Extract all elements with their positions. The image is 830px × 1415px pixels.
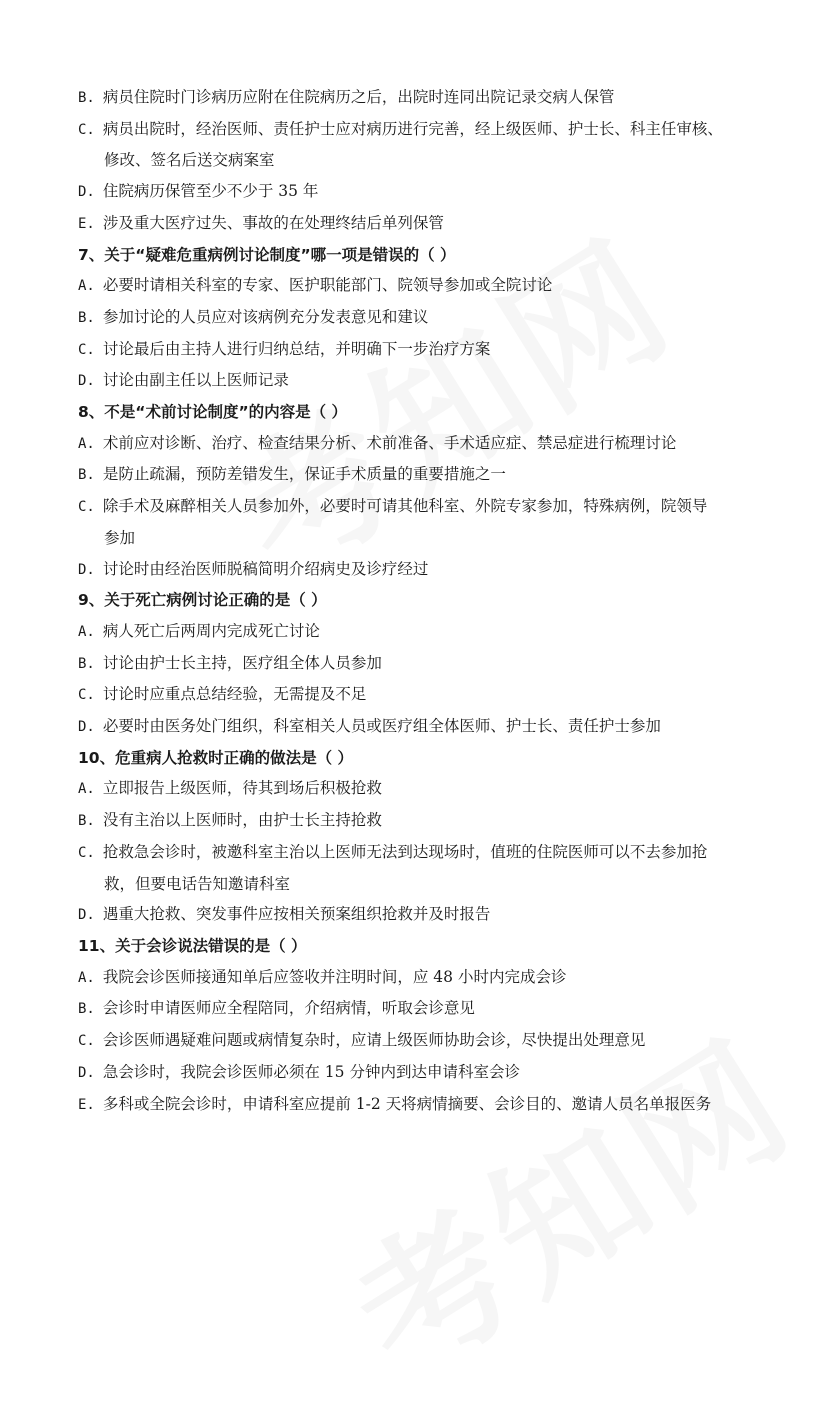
option-text: 会诊医师遇疑难问题或病情复杂时，应请上级医师协助会诊，尽快提出处理意见 <box>102 1031 646 1050</box>
option-continuation: 救，但要电话告知邀请科室 <box>104 874 291 893</box>
option-continuation: 参加 <box>104 528 136 547</box>
option-text: 讨论最后由主持人进行归纳总结，并明确下一步治疗方案 <box>102 339 491 358</box>
option-letter: A. <box>78 623 95 640</box>
option-text: 病员出院时，经治医师、责任护士应对病历进行完善，经上级医师、护士长、科主任审核、 <box>102 119 723 138</box>
question-title: 10、危重病人抢救时正确的做法是（ ） <box>78 748 353 767</box>
option-text: 遇重大抢救、突发事件应按相关预案组织抢救并及时报告 <box>102 905 491 924</box>
option-letter: A. <box>78 278 95 295</box>
answer-option <box>78 176 768 208</box>
option-letter: D. <box>78 184 95 201</box>
option-text: 立即报告上级医师，待其到场后积极抢救 <box>102 779 382 798</box>
answer-option <box>78 899 768 931</box>
answer-option <box>78 491 768 523</box>
question-title: 11、关于会诊说法错误的是（ ） <box>78 936 307 955</box>
answer-option <box>78 208 768 240</box>
answer-option <box>78 679 768 711</box>
answer-option <box>78 962 768 994</box>
option-letter: D. <box>78 1064 95 1081</box>
option-text: 涉及重大医疗过失、事故的在处理终结后单列保管 <box>102 213 444 232</box>
option-letter: D. <box>78 561 95 578</box>
option-letter: D. <box>78 373 95 390</box>
answer-option <box>78 1089 768 1121</box>
answer-option <box>78 837 768 869</box>
option-text: 参加讨论的人员应对该病例充分发表意见和建议 <box>102 307 429 326</box>
option-text: 病人死亡后两周内完成死亡讨论 <box>102 621 320 640</box>
question-title: 7、关于“疑难危重病例讨论制度”哪一项是错误的（ ） <box>78 245 456 264</box>
answer-option <box>78 82 768 114</box>
answer-option <box>78 616 768 648</box>
question-title: 9、关于死亡病例讨论正确的是（ ） <box>78 591 327 610</box>
option-letter: A. <box>78 781 95 798</box>
option-text: 没有主治以上医师时，由护士长主持抢救 <box>102 811 382 830</box>
answer-option <box>78 459 768 491</box>
option-letter: A. <box>78 435 95 452</box>
option-letter: B. <box>78 1001 95 1018</box>
answer-option <box>78 648 768 680</box>
option-text: 讨论时由经治医师脱稿简明介绍病史及诊疗经过 <box>102 559 429 578</box>
answer-option <box>78 428 768 460</box>
answer-option <box>78 773 768 805</box>
answer-option <box>78 334 768 366</box>
option-letter: E. <box>78 215 95 232</box>
option-text: 是防止疏漏，预防差错发生，保证手术质量的重要措施之一 <box>102 465 506 484</box>
option-text: 会诊时申请医师应全程陪同，介绍病情，听取会诊意见 <box>102 999 475 1018</box>
option-text: 病员住院时门诊病历应附在住院病历之后，出院时连同出院记录交病人保管 <box>102 88 615 106</box>
option-continuation: 修改、签名后送交病案室 <box>104 151 275 170</box>
answer-option <box>78 365 768 397</box>
option-text: 讨论由护士长主持，医疗组全体人员参加 <box>102 653 382 672</box>
option-text: 必要时由医务处门组织，科室相关人员或医疗组全体医师、护士长、责任护士参加 <box>102 717 661 736</box>
option-letter: C. <box>78 341 95 358</box>
option-letter: B. <box>78 309 95 326</box>
answer-option <box>78 711 768 743</box>
answer-option <box>78 1057 768 1089</box>
option-letter: E. <box>78 1096 95 1113</box>
answer-option <box>78 114 768 146</box>
option-text: 多科或全院会诊时，申请科室应提前 1-2 天将病情摘要、会诊目的、邀请人员名单报医务 <box>102 1094 712 1113</box>
option-letter: D. <box>78 907 95 924</box>
answer-option <box>78 554 768 586</box>
option-letter: B. <box>78 813 95 830</box>
option-letter: C. <box>78 844 95 861</box>
option-text: 讨论由副主任以上医师记录 <box>102 371 289 390</box>
option-letter: C. <box>78 121 95 138</box>
option-text: 我院会诊医师接通知单后应签收并注明时间，应 48 小时内完成会诊 <box>102 967 567 986</box>
question-list <box>78 82 768 1120</box>
option-letter: C. <box>78 687 95 704</box>
option-text: 除手术及麻醉相关人员参加外，必要时可请其他科室、外院专家参加，特殊病例，院领导 <box>102 497 708 516</box>
option-text: 必要时请相关科室的专家、医护职能部门、院领导参加或全院讨论 <box>102 276 553 295</box>
option-letter: C. <box>78 499 95 516</box>
option-letter: A. <box>78 969 95 986</box>
option-text: 住院病历保管至少不少于 35 年 <box>102 182 319 201</box>
option-letter: B. <box>78 467 95 484</box>
answer-option <box>78 805 768 837</box>
answer-option <box>78 1025 768 1057</box>
answer-option <box>78 270 768 302</box>
option-letter: D. <box>78 719 95 736</box>
option-letter: C. <box>78 1033 95 1050</box>
option-text: 急会诊时，我院会诊医师必须在 15 分钟内到达申请科室会诊 <box>102 1062 520 1081</box>
option-text: 术前应对诊断、治疗、检查结果分析、术前准备、手术适应症、禁忌症进行梳理讨论 <box>102 433 677 452</box>
question-title: 8、不是“术前讨论制度”的内容是（ ） <box>78 403 348 422</box>
answer-option <box>78 993 768 1025</box>
option-text: 抢救急会诊时，被邀科室主治以上医师无法到达现场时，值班的住院医师可以不去参加抢 <box>102 842 708 861</box>
option-letter: B. <box>78 655 95 672</box>
answer-option <box>78 302 768 334</box>
option-text: 讨论时应重点总结经验，无需提及不足 <box>102 685 367 704</box>
option-letter: B. <box>78 90 95 106</box>
